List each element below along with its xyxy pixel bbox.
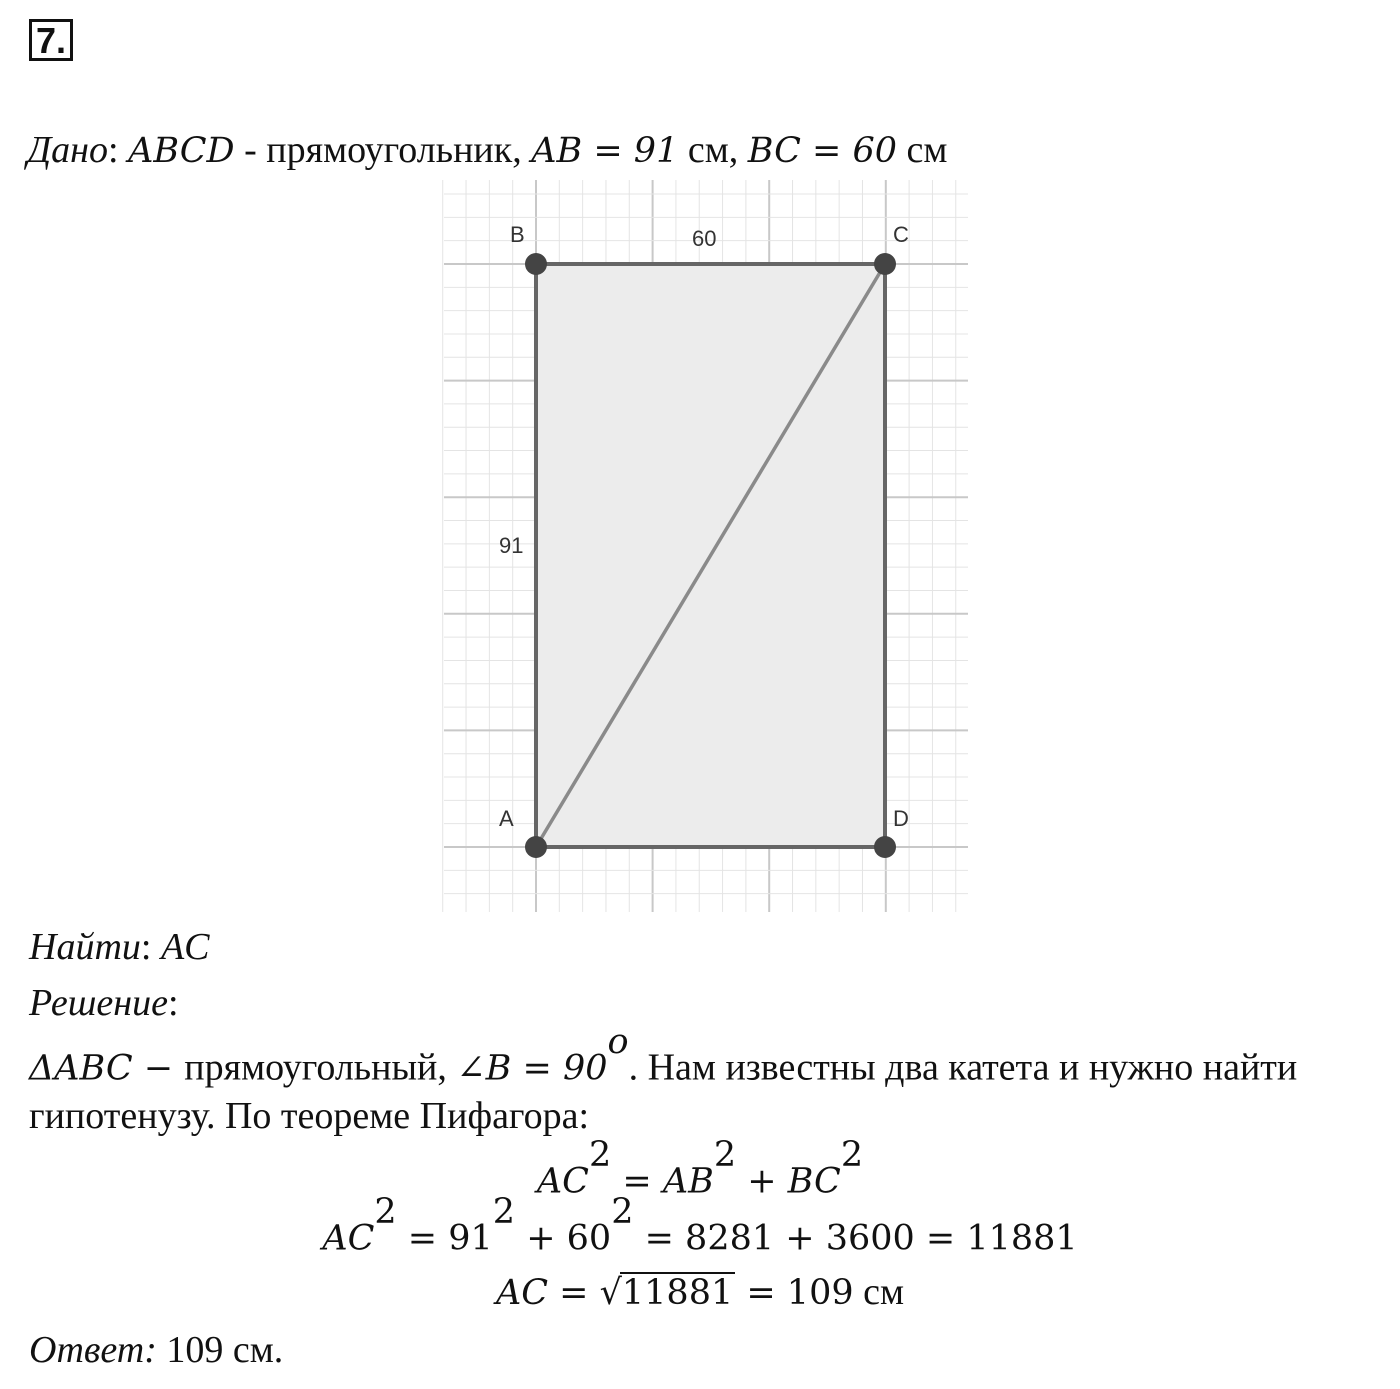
f1-bc-sup: 2 (840, 1135, 864, 1175)
f1-ab-sup: 2 (713, 1135, 737, 1175)
formula-1 (0, 1135, 1400, 1202)
point-c (874, 253, 896, 275)
answer-value: 109 см. (156, 1329, 284, 1371)
f3-ac: AC (495, 1273, 548, 1313)
solution-line-1 (29, 1022, 1298, 1089)
problem-number: 7. (29, 19, 73, 61)
angle-expression: ∠B = 90 (456, 1048, 608, 1089)
f3-result: = 109 (735, 1273, 854, 1313)
solution-line-2: гипотенузу. По теореме Пифагора: (29, 1095, 589, 1137)
side-label-bc: 60 (692, 226, 717, 251)
figure-name: ABCD (128, 131, 235, 171)
f2-plus: + 60 (515, 1218, 612, 1259)
formula-2 (0, 1192, 1400, 1259)
vertex-label-d: D (893, 806, 909, 831)
f1-ac-sup: 2 (588, 1135, 612, 1175)
find-line (29, 928, 210, 966)
ab-expression: AB = 91 (531, 131, 679, 171)
find-colon: : (140, 926, 152, 968)
solution-colon: : (167, 982, 179, 1024)
find-target: AC (160, 926, 210, 968)
f2-91-sup: 2 (492, 1192, 516, 1232)
f1-bc: BC (787, 1161, 841, 1202)
formula-3 (0, 1272, 1400, 1311)
f2-rest: = 8281 + 3600 = 11881 (633, 1218, 1078, 1259)
f3-unit: см (853, 1271, 905, 1313)
bc-expression: BC = 60 (747, 131, 898, 171)
point-d (874, 836, 896, 858)
solution-text-2: . Нам известны два катета и нужно найти (628, 1046, 1298, 1089)
solution-label: Решение (29, 982, 168, 1024)
vertex-label-b: B (510, 222, 525, 247)
given-label: Дано (27, 129, 109, 171)
square-root (600, 1272, 736, 1311)
given-description: - прямоугольник, (234, 129, 532, 171)
given-line (27, 131, 947, 169)
triangle-name: ΔABC (29, 1048, 133, 1089)
f2-eq1: = 91 (396, 1218, 493, 1259)
point-a (525, 836, 547, 858)
answer-line (29, 1331, 283, 1369)
f2-60-sup: 2 (611, 1192, 634, 1232)
point-b (525, 253, 547, 275)
f1-eq: = (611, 1161, 663, 1202)
solution-text-1: прямоугольный, (184, 1046, 457, 1089)
bc-unit: см (897, 129, 948, 171)
f1-ac: AC (536, 1161, 589, 1202)
f2-ac-sup: 2 (374, 1192, 397, 1232)
side-label-ab: 91 (499, 533, 524, 558)
f3-radicand: 11881 (621, 1273, 734, 1313)
given-colon: : (108, 129, 119, 171)
radical-sign: √ (599, 1273, 622, 1313)
vertex-label-c: C (893, 222, 909, 247)
f2-ac: AC (322, 1218, 375, 1259)
find-label: Найти (29, 926, 141, 968)
solution-dash: − (132, 1048, 185, 1089)
solution-heading (29, 984, 179, 1022)
rectangle-figure (440, 176, 972, 916)
f3-eq: = (548, 1273, 600, 1313)
degree-sup: o (607, 1022, 629, 1062)
f1-plus: + (736, 1161, 788, 1202)
answer-label: Ответ: (29, 1329, 157, 1371)
vertex-label-a: A (499, 806, 514, 831)
ab-unit: см, (678, 129, 748, 171)
f1-ab: AB (662, 1161, 714, 1202)
